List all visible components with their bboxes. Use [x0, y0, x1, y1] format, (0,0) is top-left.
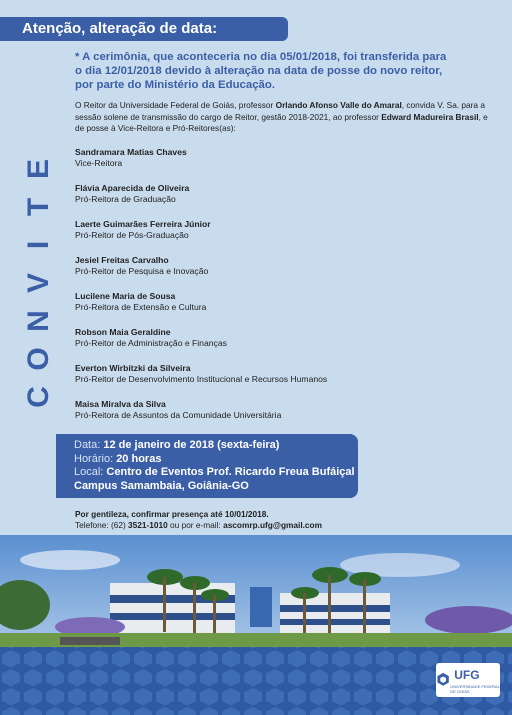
convite-letter: O — [22, 347, 55, 371]
rsvp-info — [75, 509, 495, 531]
person-role: Pró-Reitor de Pós-Graduação — [75, 230, 189, 240]
new-rector-name: Edward Madureira Brasil — [381, 111, 479, 122]
convite-letter: T — [22, 197, 55, 217]
person-name: Lucilene Maria de Sousa — [75, 291, 176, 301]
date-change-banner: Atenção, alteração de data: — [0, 17, 288, 41]
convite-letter: I — [22, 240, 55, 250]
time-value: 20 horas — [116, 452, 162, 465]
person-name: Everton Wirbitzki da Silveira — [75, 363, 191, 373]
event-date — [74, 439, 358, 453]
list-item — [75, 399, 495, 435]
event-details-box — [56, 434, 358, 498]
phone-label: Telefone: (62) — [75, 520, 129, 530]
logo-subtitle: UNIVERSIDADE FEDERAL DE GOIÁS — [450, 684, 500, 694]
convite-vertical-title — [14, 150, 64, 408]
convite-letter: E — [22, 159, 55, 180]
list-item — [75, 219, 495, 255]
person-role: Vice-Reitora — [75, 158, 123, 168]
email-address: ascomrp.ufg@gmail.com — [223, 520, 322, 530]
ufg-hexagon-icon — [436, 669, 450, 691]
rsvp-line: Por gentileza, confirmar presença até 10/01/2018. — [75, 509, 269, 519]
person-role: Pró-Reitor de Desenvolvimento Institucional e Recursos Humanos — [75, 374, 328, 384]
intro-text-3: , e de posse à Vice-Reitora e Pró-Reitores(as): — [75, 111, 488, 133]
email-label: ou por e-mail: — [167, 520, 224, 530]
list-item — [75, 363, 495, 399]
event-campus: Campus Samambaia, Goiânia-GO — [74, 479, 249, 492]
list-item — [75, 183, 495, 219]
person-role: Pró-Reitora de Assuntos da Comunidade Universitária — [75, 410, 282, 420]
place-label: Local: — [74, 466, 107, 478]
phone-number: 3521-1010 — [128, 520, 168, 530]
list-item — [75, 291, 495, 327]
event-place — [74, 466, 358, 480]
date-value: 12 de janeiro de 2018 (sexta-feira) — [103, 439, 280, 451]
event-time — [74, 453, 358, 467]
person-role: Pró-Reitor de Administração e Finanças — [75, 338, 227, 348]
list-item — [75, 327, 495, 363]
person-name: Robson Maia Geraldine — [75, 327, 171, 337]
list-item — [75, 255, 495, 291]
convite-letter: N — [22, 310, 55, 332]
person-role: Pró-Reitor de Pesquisa e Inovação — [75, 266, 209, 276]
person-name: Jesiel Freitas Carvalho — [75, 255, 169, 265]
time-label: Horário: — [74, 452, 117, 465]
intro-text-1: O Reitor da Universidade Federal de Goiás, professor — [75, 100, 276, 110]
intro-text-2: , convida V. Sa. para a sessão solene de transmissão do cargo de Reitor, gestão 2018-2021, ao professor — [75, 100, 485, 122]
rector-name: Orlando Afonso Valle do Amaral — [275, 100, 402, 110]
person-name: Laerte Guimarães Ferreira Júnior — [75, 219, 211, 229]
convite-letter: C — [22, 386, 55, 408]
logo-text: UFG — [454, 668, 480, 682]
invitation-intro — [75, 100, 495, 135]
list-item — [75, 147, 495, 183]
place-value: Centro de Eventos Prof. Ricardo Freua Bufáiçal — [106, 466, 355, 478]
appointees-list — [75, 147, 495, 435]
person-name: Maisa Miralva da Silva — [75, 399, 166, 409]
person-role: Pró-Reitora de Graduação — [75, 194, 176, 204]
person-name: Sandramara Matias Chaves — [75, 147, 187, 157]
person-role: Pró-Reitora de Extensão e Cultura — [75, 302, 207, 312]
date-change-notice: * A cerimônia, que aconteceria no dia 05/01/2018, foi transferida para o dia 12/01/2018 devido à alteração na data de posse do novo reitor, por parte do Ministério da Educação. — [75, 51, 447, 91]
date-label: Data: — [74, 439, 104, 451]
ufg-logo — [436, 663, 500, 697]
convite-letter: V — [22, 273, 55, 294]
person-name: Flávia Aparecida de Oliveira — [75, 183, 190, 193]
